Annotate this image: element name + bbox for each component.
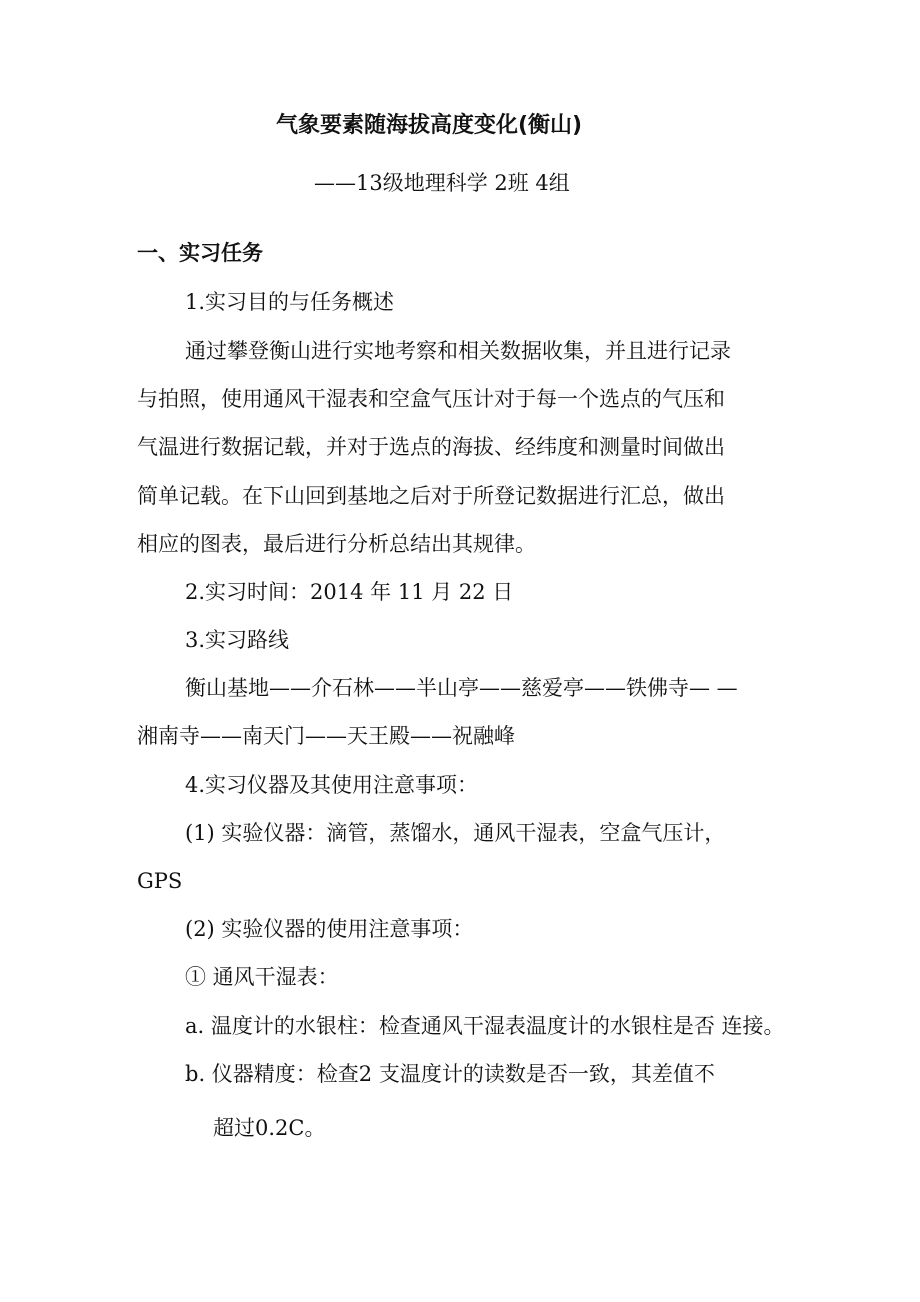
usage-notes-heading: (2) 实验仪器的使用注意事项： [185,917,474,941]
paragraph-line: 相应的图表，最后进行分析总结出其规律。 [137,532,536,556]
note-b-continued: 超过0.2C。 [213,1116,326,1140]
section-heading: 一、实习任务 [137,241,263,265]
paragraph-line: 简单记载。在下山回到基地之后对于所登记数据进行汇总，做出 [137,484,725,508]
psychrometer-heading: ① 通风干湿表： [185,965,339,989]
note-b: b. 仪器精度：检查2 支温度计的读数是否一致，其差值不 [185,1062,715,1086]
instrument-list-line: GPS [137,869,183,893]
item-3-heading: 3.实习路线 [185,628,290,652]
instrument-list-line: (1) 实验仪器：滴管，蒸馏水，通风干湿表，空盒气压计， [185,821,726,845]
paragraph-line: 与拍照，使用通风干湿表和空盒气压计对于每一个选点的气压和 [137,387,725,411]
paragraph-line: 气温进行数据记载，并对于选点的海拔、经纬度和测量时间做出 [137,435,725,459]
item-1-heading: 1.实习目的与任务概述 [185,290,395,314]
route-line: 衡山基地——介石林——半山亭——慈爱亭——铁佛寺— — [185,676,738,700]
item-2-time: 2.实习时间：2014 年 11 月 22 日 [185,580,514,604]
document-title: 气象要素随海拔高度变化(衡山) [276,113,583,138]
note-a: a. 温度计的水银柱：检查通风干湿表温度计的水银柱是否 连接。 [185,1014,785,1038]
document-subtitle: ——13级地理科学 2班 4组 [314,171,570,195]
route-line: 湘南寺——南天门——天王殿——祝融峰 [137,724,515,748]
item-4-heading: 4.实习仪器及其使用注意事项： [185,773,479,797]
paragraph-line: 通过攀登衡山进行实地考察和相关数据收集，并且进行记录 [185,339,731,363]
